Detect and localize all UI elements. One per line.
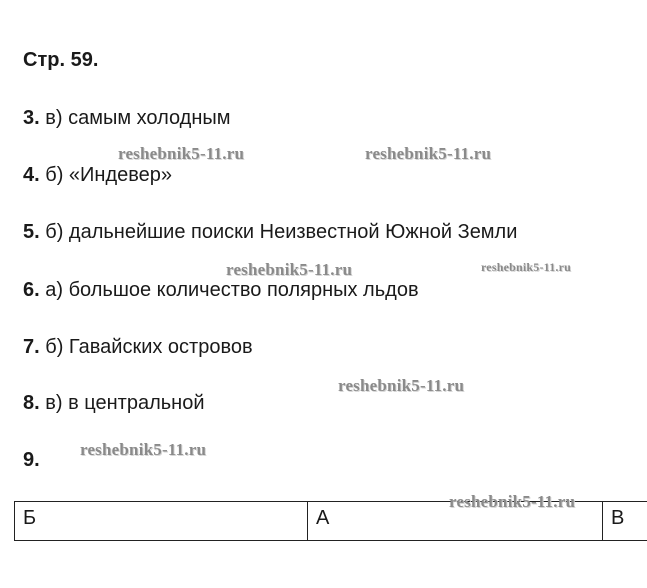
answer-number: 6. [23,279,40,301]
watermark: reshebnik5-11.ru [449,492,576,511]
answer-6 [23,278,419,302]
answer-text: б) Гавайских островов [39,336,253,358]
watermark: reshebnik5-11.ru [481,260,571,274]
table-cell: В [603,502,647,541]
page-title: Стр. 59. [23,49,99,71]
answer-3 [23,106,231,130]
watermark: reshebnik5-11.ru [365,144,492,163]
answer-text: б) дальнейшие поиски Неизвестной Южной Земли [39,221,518,243]
answer-7 [23,335,253,359]
answer-number: 7. [23,336,40,358]
answer-number: 3. [23,107,40,129]
watermark: reshebnik5-11.ru [338,376,465,395]
answer-9 [23,448,40,472]
table-cell: Б [15,502,308,541]
answer-number: 4. [23,164,40,186]
answer-5 [23,220,517,244]
answer-text: а) большое количество полярных льдов [39,279,419,301]
answer-text: в) самым холодным [39,107,231,129]
answer-4 [23,163,172,187]
answer-text: б) «Индевер» [39,164,173,186]
watermark: reshebnik5-11.ru [80,440,207,459]
answer-text: в) в центральной [39,392,205,414]
watermark: reshebnik5-11.ru [226,260,353,279]
answer-number: 9. [23,449,40,471]
answer-number: 8. [23,392,40,414]
table-cell: А [308,502,603,541]
answer-number: 5. [23,221,40,243]
watermark: reshebnik5-11.ru [118,144,245,163]
answer-8 [23,391,205,415]
